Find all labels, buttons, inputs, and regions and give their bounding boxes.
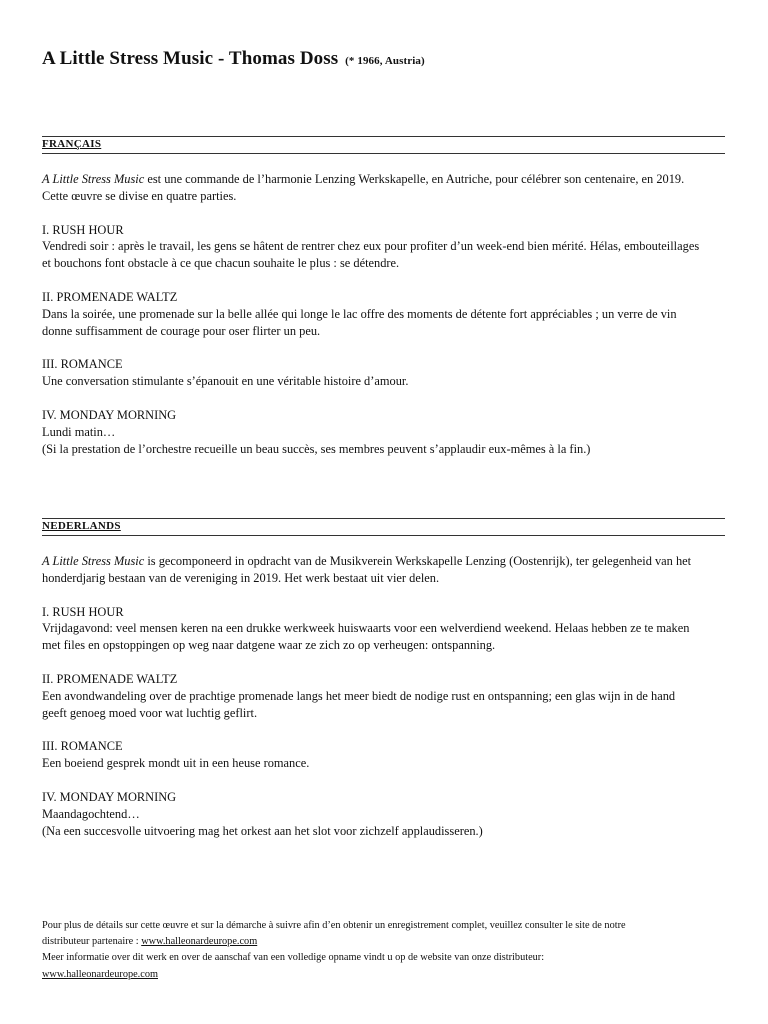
movement-text [42,424,725,458]
section-heading: NEDERLANDS [42,520,121,532]
footer-fr-line2: distributeur partenaire : [42,936,142,948]
movement-text [42,620,725,654]
movement-block [42,222,725,272]
movement-block [42,289,725,339]
intro-text-line1: est une commande de l’harmonie Lenzing Werkskapelle, en Autriche, pour célébrer son centenaire, en 2019. [144,172,685,186]
movement-text [42,755,725,772]
section-dutch [42,518,725,839]
movement-text-line: geeft genoeg moed voor wat luchtig geflirt. [42,705,258,720]
work-title-emphasis: A Little Stress Music [42,172,145,186]
movement-title: I. RUSH HOUR [42,604,124,619]
movement-title: IV. MONDAY MORNING [42,789,177,804]
movement-text-line: (Na een succesvolle uitvoering mag het orkest aan het slot voor zichzelf applaudisseren.) [42,823,483,838]
movement-text [42,306,725,340]
movement-title: I. RUSH HOUR [42,222,124,237]
movement-text-line: Een boeiend gesprek mondt uit in een heuse romance. [42,756,310,771]
movement-text [42,373,725,390]
movement-text-line: Een avondwandeling over de prachtige promenade langs het meer biedt de nodige rust en ontspanning; een glas wijn in de hand [42,688,676,703]
title-main: A Little Stress Music - Thomas Doss [42,48,339,69]
intro-paragraph [42,553,725,587]
movement-block [42,789,725,839]
intro-text-line2: honderdjarig bestaan van de vereniging in 2019. Het werk bestaat uit vier delen. [42,570,440,585]
intro-text-line1: is gecomponeerd in opdracht van de Musikverein Werkskapelle Lenzing (Oostenrijk), ter gelegenheid van het [144,554,692,568]
movement-text-line: donne suffisamment de courage pour oser flirter un peu. [42,323,321,338]
intro-text-line2: Cette œuvre se divise en quatre parties. [42,188,237,203]
movement-text-line: (Si la prestation de l’orchestre recueille un beau succès, ses membres peuvent s’applaudir eux-mêmes à la fin.) [42,441,591,456]
section-french [42,136,725,457]
movement-text-line: Vrijdagavond: veel mensen keren na een drukke werkweek huiswaarts voor een welverdiend weekend. Helaas hebben ze te maken [42,621,690,636]
movement-text-line: et bouchons font obstacle à ce que chacun souhaite le plus : se détendre. [42,256,400,271]
movement-text-line: Maandagochtend… [42,806,140,821]
section-heading-bar [42,518,725,536]
movement-text [42,238,725,272]
movement-text-line: Dans la soirée, une promenade sur la belle allée qui longe le lac offre des moments de détente fort appréciables ; un verre de vin [42,306,677,321]
movement-title: III. ROMANCE [42,357,123,372]
footer-nl-line1: Meer informatie over dit werk en over de aanschaf van een volledige opname vindt u op de website van onze distributeur: [42,952,545,964]
movement-title: II. PROMENADE WALTZ [42,289,178,304]
movement-block [42,356,725,390]
movement-block [42,604,725,654]
footer-note [42,918,732,983]
page-title [42,48,425,70]
movement-text-line: Lundi matin… [42,424,116,439]
movement-text-line: Vendredi soir : après le travail, les gens se hâtent de rentrer chez eux pour profiter d’un week-end bien mérité. Hélas, embouteillages [42,239,700,254]
movement-text-line: met files en opstoppingen op weg naar datgene waar ze zich zo op verheugen: ontspanning. [42,638,496,653]
distributor-link-fr[interactable]: www.halleonardeurope.com [141,936,258,948]
section-heading-bar [42,136,725,154]
movement-block [42,407,725,457]
movement-title: III. ROMANCE [42,739,123,754]
movement-block [42,738,725,772]
movement-title: IV. MONDAY MORNING [42,407,177,422]
movement-text [42,806,725,840]
section-heading: FRANÇAIS [42,138,102,150]
footer-fr-line1: Pour plus de détails sur cette œuvre et sur la démarche à suivre afin d’en obtenir un enregistrement complet, veuillez consulter le site de notre [42,920,626,931]
work-title-emphasis: A Little Stress Music [42,554,145,568]
title-subtitle: (* 1966, Austria) [345,55,425,67]
movement-text-line: Une conversation stimulante s’épanouit en une véritable histoire d’amour. [42,374,409,389]
movement-block [42,671,725,721]
intro-paragraph [42,171,725,205]
movement-title: II. PROMENADE WALTZ [42,671,178,686]
distributor-link-nl[interactable]: www.halleonardeurope.com [42,968,158,980]
movement-text [42,688,725,722]
